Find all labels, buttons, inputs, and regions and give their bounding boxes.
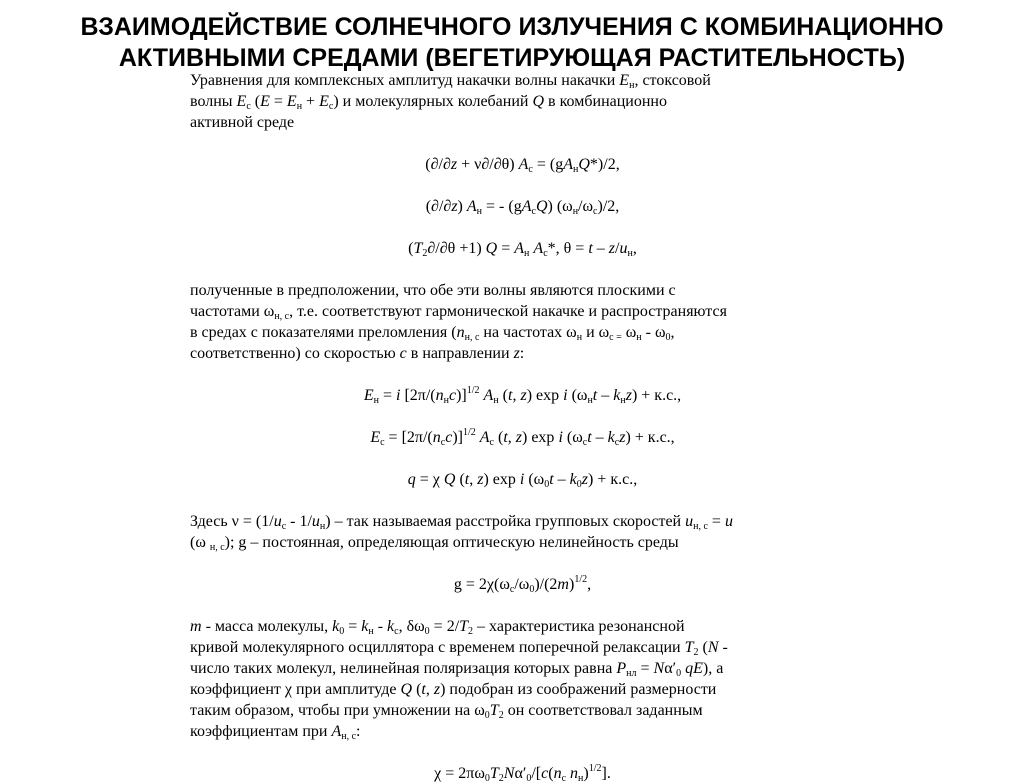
equation-1: (∂/∂z + ν∂/∂θ) $A_с = (gA_нQ*)/2$, (425, 156, 620, 175)
slide-title (0, 12, 1024, 74)
assumption-paragraph: полученные в предположении, что обе эти волны являются плоскими с частотами $\omega_{н, с}$, т.е. соответствуют гармонической накачке и распространяются в средах с показателями преломления ($n_{н, с}$ на частотах $\omega_н$ и $\omega_{с =}$ $\omega_н - \omega_0$, соответственно) со скоростью c в направлении z: (190, 282, 727, 362)
equation-5: $E_с = [2\pi/(n_сc)]^{1/2}$ $A_с$ (t, z) exp i $(\omega_сt - k_сz) + к.с$., (370, 427, 675, 448)
slide-title-line-2: АКТИВНЫМИ СРЕДАМИ (ВЕГЕТИРУЮЩАЯ РАСТИТЕЛЬНОСТЬ) (118, 44, 906, 72)
equation-8: $\chi = 2\pi\omega_0T_2N\alpha'_0/[c(n_с$ $n_н)^{1/2}$]. (434, 763, 611, 784)
detuning-paragraph: Здесь $\nu = (1/u_с - 1/u_н)$ – так называемая расстройка групповых скоростей $u_{н, с} = u$ (ω $_{н, с}$); g – постоянная, определяющая оптическую нелинейность среды (190, 513, 733, 553)
equation-2: (∂/∂z) $A_н$ = - $(gA_сQ)$ $(\omega_н/\omega_с)/2$, (425, 198, 620, 217)
equation-7: $g = 2\chi(\omega_с/\omega_0)/(2m)^{1/2}$, (453, 574, 592, 595)
mass-paragraph: m - масса молекулы, $k_0 = k_н - k_с$, $\delta\omega_0 = 2/T_2$ – характеристика резонансной кривой молекулярного осциллятора с временем поперечной релаксации $T_2$ (N - число таких молекул, нелинейная поляризация которых равна $P_{нл} = N\alpha'_0$ qE), а коэффициент χ при амплитуде Q (t, z) подобран из соображений размерности таким образом, чтобы при умножении на $\omega_0T_2$ он соответствовал заданным коэффициентам при $A_{н, с}$: (190, 618, 728, 742)
slide-title-line-1: ВЗАИМОДЕЙСТВИЕ СОЛНЕЧНОГО ИЗЛУЧЕНИЯ С КОМБИНАЦИОННО (80, 13, 944, 41)
equation-4: $E_н = i$ $[2\pi/(n_нc)]^{1/2}$ $A_н$ (t, z) exp i $(\omega_нt - k_нz) + к.с$., (363, 385, 682, 406)
equation-6: q = χ Q (t, z) exp i $(\omega_0t - k_0z) + к.с$., (407, 471, 638, 490)
intro-paragraph: Уравнения для комплексных амплитуд накачки волны накачки $E_н$, стоксовой волны $E_с$ $(E = E_н + E_с)$ и молекулярных колебаний Q в комбинационно активной среде (190, 72, 711, 131)
slide-body (190, 70, 855, 784)
equation-3: $(T_2\partial/\partial\theta +1) Q = A_н$ $A_с*$, $\theta = t - z/u_н$, (408, 240, 637, 259)
